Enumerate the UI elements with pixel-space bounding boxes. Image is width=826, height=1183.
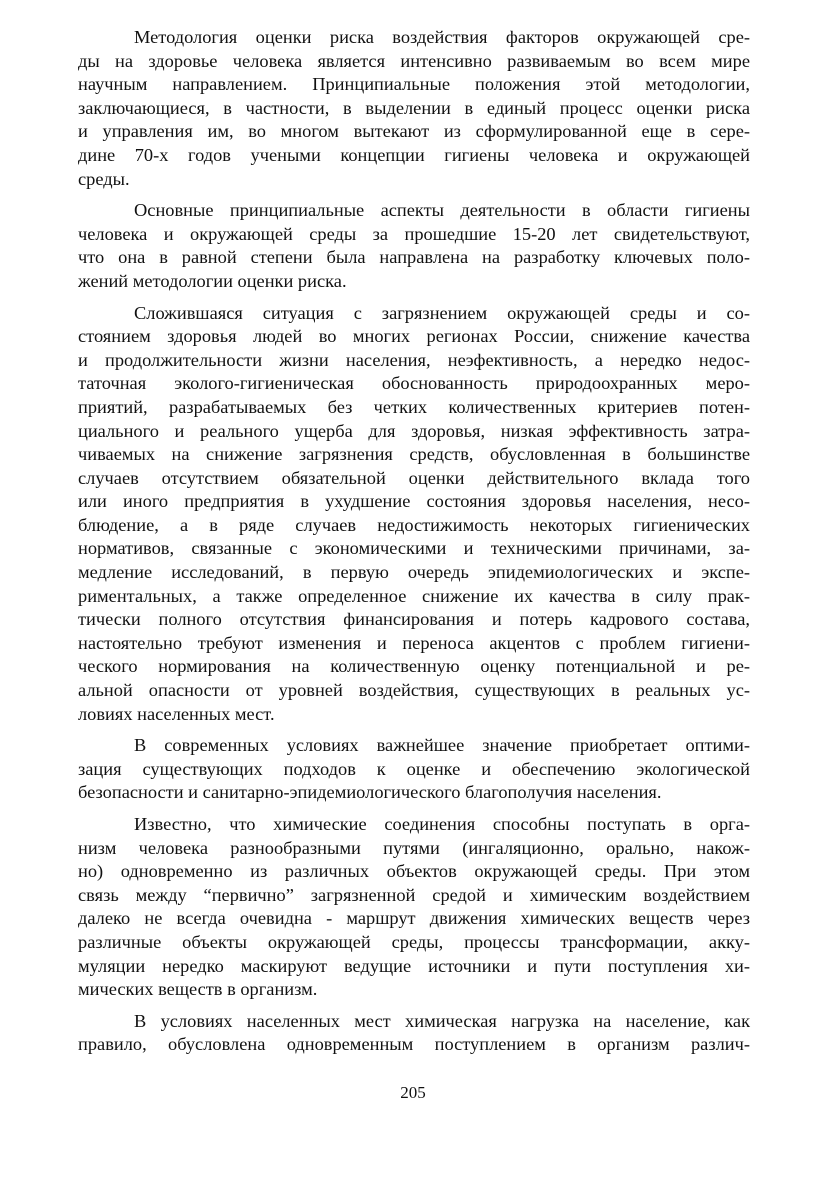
text-line: различные объекты окружающей среды, процессы трансформации, акку- <box>78 931 750 952</box>
paragraph-gap <box>78 726 750 734</box>
text-line: научным направлением. Принципиальные положения этой методологии, <box>78 74 750 95</box>
text-line: циального и реального ущерба для здоровья, низкая эффективность затра- <box>78 420 750 441</box>
paragraph <box>78 734 750 805</box>
text-line: человека и окружающей среды за прошедшие 15-20 лет свидетельствуют, <box>78 223 750 244</box>
text-line: Сложившаяся ситуация с загрязнением окружающей среды и со- <box>134 302 750 323</box>
text-line: зация существующих подходов к оценке и обеспечению экологической <box>78 758 750 779</box>
text-line: медление исследований, в первую очередь эпидемиологических и экспе- <box>78 562 750 583</box>
paragraph-gap <box>78 191 750 199</box>
page-number: 205 <box>400 1083 426 1102</box>
paragraph <box>78 199 750 293</box>
text-line: стоянием здоровья людей во многих регионах России, снижение качества <box>78 326 750 347</box>
text-line: ды на здоровье человека является интенсивно развиваемым во всем мире <box>78 50 750 71</box>
text-line: ловиях населенных мест. <box>78 703 275 724</box>
text-line: В условиях населенных мест химическая нагрузка на население, как <box>134 1010 750 1031</box>
text-line: и продолжительности жизни населения, неэфективность, а нередко недос- <box>78 349 750 370</box>
text-line: таточная эколого-гигиеническая обоснованность природоохранных меро- <box>78 373 750 394</box>
document-body <box>78 26 750 1057</box>
text-line: муляции нередко маскируют ведущие источники и пути поступления хи- <box>78 955 750 976</box>
text-line: альной опасности от уровней воздействия, существующих в реальных ус- <box>78 680 750 701</box>
text-line: связь между “первично” загрязненной средой и химическим воздействием <box>78 884 750 905</box>
text-line: жений методологии оценки риска. <box>78 270 347 291</box>
text-line: среды. <box>78 168 130 189</box>
paragraph <box>78 813 750 1002</box>
text-line: нормативов, связанные с экономическими и техническими причинами, за- <box>78 538 750 559</box>
paragraph-gap <box>78 805 750 813</box>
text-line: далеко не всегда очевидна - маршрут движения химических веществ через <box>78 908 750 929</box>
text-line: приятий, разрабатываемых без четких количественных критериев потен- <box>78 396 750 417</box>
text-line: низм человека разнообразными путями (ингаляционно, орально, накож- <box>78 837 750 858</box>
paragraph <box>78 26 750 191</box>
text-line: заключающиеся, в частности, в выделении в единый процесс оценки риска <box>78 97 750 118</box>
text-line: риментальных, а также определенное снижение их качества в силу прак- <box>78 585 750 606</box>
text-line: правило, обусловлена одновременным поступлением в организм различ- <box>78 1034 750 1055</box>
text-line: или иного предприятия в ухудшение состояния здоровья населения, несо- <box>78 491 750 512</box>
paragraph-gap <box>78 1002 750 1010</box>
paragraph <box>78 1010 750 1057</box>
text-line: мических веществ в организм. <box>78 979 318 1000</box>
text-line: Известно, что химические соединения способны поступать в орга- <box>134 814 750 834</box>
paragraph-gap <box>78 294 750 302</box>
text-line: безопасности и санитарно-эпидемиологического благополучия населения. <box>78 782 662 803</box>
paragraph <box>78 302 750 727</box>
text-line: блюдение, а в ряде случаев недостижимость некоторых гигиенических <box>78 514 750 535</box>
text-line: что она в равной степени была направлена на разработку ключевых поло- <box>78 247 750 268</box>
text-line: В современных условиях важнейшее значение приобретает оптими- <box>134 735 750 756</box>
text-line: случаев отсутствием обязательной оценки действительного вклада того <box>78 467 750 488</box>
text-line: ческого нормирования на количественную оценку потенциальной и ре- <box>78 656 750 677</box>
text-line: и управления им, во многом вытекают из сформулированной еще в сере- <box>78 121 750 142</box>
text-line: настоятельно требуют изменения и переноса акцентов с проблем гигиени- <box>78 632 750 653</box>
text-line: но) одновременно из различных объектов окружающей среды. При этом <box>78 861 750 882</box>
text-line: тически полного отсутствия финансирования и потерь кадрового состава, <box>78 609 750 630</box>
text-line: Основные принципиальные аспекты деятельности в области гигиены <box>134 200 750 221</box>
text-line: дине 70-х годов учеными концепции гигиены человека и окружающей <box>78 144 750 165</box>
text-line: чиваемых на снижение загрязнения средств, обусловленная в большинстве <box>78 444 750 465</box>
text-line: Методология оценки риска воздействия факторов окружающей сре- <box>134 27 750 47</box>
